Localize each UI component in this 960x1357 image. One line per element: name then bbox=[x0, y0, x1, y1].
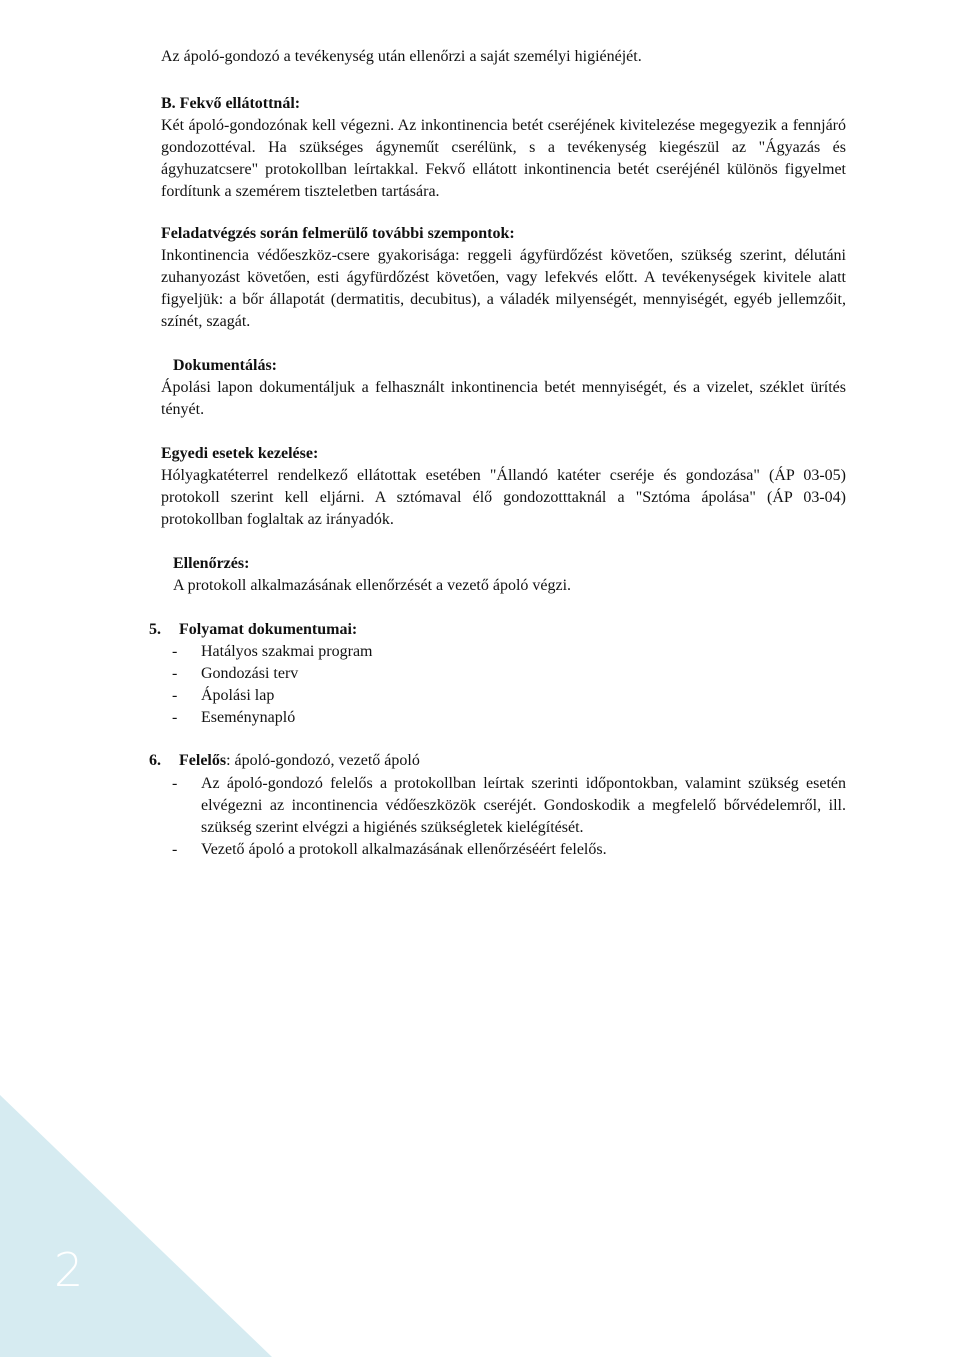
section5-number: 5. bbox=[149, 621, 161, 638]
section6-title: Felelős bbox=[179, 752, 227, 769]
bullet-dash: - bbox=[172, 665, 178, 682]
section5-heading bbox=[149, 619, 846, 641]
bullet-dash: - bbox=[172, 841, 178, 858]
page-number: 2 bbox=[54, 1243, 84, 1297]
list-item-text: Az ápoló-gondozó felelős a protokollban leírtak szerinti időpontokban, valamint szükség esetén elvégezni az incontinencia védőeszközök cseréjét. Gondoskodik a megfelelő bőrvédelemről, ill. szükség szerint elvégzi a higiénés szükségletek kielégítését. bbox=[201, 775, 846, 836]
corner-decoration bbox=[0, 1095, 272, 1357]
section6-heading bbox=[149, 750, 846, 772]
list-item-text: Eseménynapló bbox=[201, 709, 296, 726]
feladat-title: Feladatvégzés során felmerülő további szempontok: bbox=[161, 225, 515, 242]
section-feladat bbox=[161, 223, 846, 333]
list-item bbox=[172, 839, 846, 861]
dokumentalas-title: Dokumentálás: bbox=[173, 357, 278, 374]
section-b-text: Két ápoló-gondozónak kell végezni. Az inkontinencia betét cseréjének kivitelezése megegyezik a fennjáró gondozottéval. Ha szükséges ágyneműt cserélünk, s a tevékenység kiegészül az "Ágyazás és ágyhuzatcsere" protokollban leírtakkal. Fekvő ellátott inkontinencia betét cseréjénél különös figyelmet fordítunk a szemérem tiszteletben tartására. bbox=[161, 117, 846, 200]
corner-triangle bbox=[0, 1095, 272, 1357]
section6-number: 6. bbox=[149, 752, 161, 769]
section-ellenorzes bbox=[173, 553, 846, 597]
egyedi-text: Hólyagkatéterrel rendelkező ellátottak esetében "Állandó katéter cseréje és gondozása" (ÁP 03-05) protokoll szerint kell eljárni. A sztómaval élő gondozotttaknál a "Sztóma ápolása" (ÁP 03-04) protokollban foglaltak az irányadók. bbox=[161, 467, 846, 528]
list-item bbox=[172, 773, 846, 839]
bullet-dash: - bbox=[172, 709, 178, 726]
bullet-dash: - bbox=[172, 775, 178, 792]
egyedi-title: Egyedi esetek kezelése: bbox=[161, 445, 319, 462]
list-item bbox=[172, 685, 846, 707]
list-item-text: Gondozási terv bbox=[201, 665, 299, 682]
section-b-title: B. Fekvő ellátottnál: bbox=[161, 95, 301, 112]
feladat-text: Inkontinencia védőeszköz-csere gyakorisága: reggeli ágyfürdőzést követően, szükség szerint, délutáni zuhanyozást követően, esti ágyfürdőzést követően, vagy lefekvés előtt. A tevékenységek kivitele alatt figyeljük: a bőr állapotát (dermatitis, decubitus), a váladék milyenségét, mennyiségét, egyéb jellemzőit, színét, szagát. bbox=[161, 247, 846, 330]
list-item-text: Vezető ápoló a protokoll alkalmazásának ellenőrzéséért felelős. bbox=[201, 841, 607, 858]
intro-line: Az ápoló-gondozó a tevékenység után ellenőrzi a saját személyi higiénéjét. bbox=[161, 48, 642, 65]
list-item bbox=[172, 663, 846, 685]
section6-list bbox=[172, 773, 846, 861]
section-dokumentalas bbox=[161, 355, 846, 421]
section6-rest: : ápoló-gondozó, vezető ápoló bbox=[226, 752, 420, 769]
list-item bbox=[172, 707, 846, 729]
list-item bbox=[172, 641, 846, 663]
ellenorzes-text: A protokoll alkalmazásának ellenőrzését a vezető ápoló végzi. bbox=[173, 577, 572, 594]
bullet-dash: - bbox=[172, 687, 178, 704]
list-item-text: Ápolási lap bbox=[201, 687, 275, 704]
bullet-dash: - bbox=[172, 643, 178, 660]
section5-title: Folyamat dokumentumai: bbox=[179, 621, 358, 638]
ellenorzes-title: Ellenőrzés: bbox=[173, 555, 250, 572]
list-item-text: Hatályos szakmai program bbox=[201, 643, 373, 660]
section-egyedi bbox=[161, 443, 846, 531]
dokumentalas-text: Ápolási lapon dokumentáljuk a felhasznált inkontinencia betét mennyiségét, és a vizelet, széklet ürítés tényét. bbox=[161, 379, 846, 418]
section5-list bbox=[172, 641, 846, 729]
section-b bbox=[161, 93, 846, 203]
